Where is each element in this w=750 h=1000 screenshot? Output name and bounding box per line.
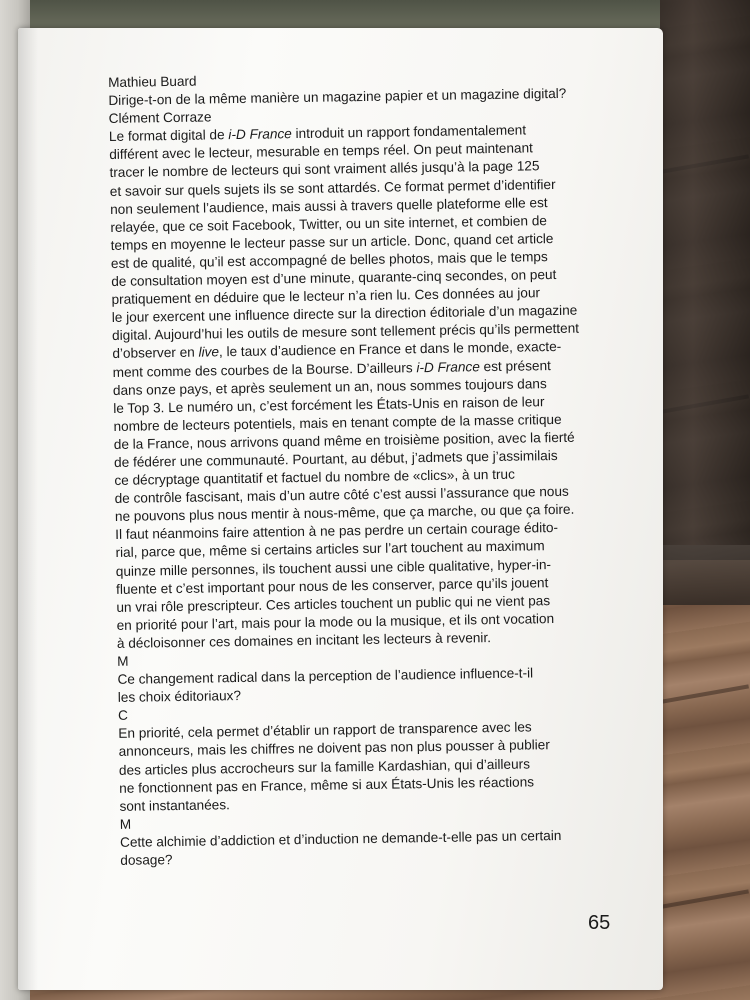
answer-line: de fédérer une communauté. Pourtant, au début, j’admets que j’assimilais: [113, 447, 558, 470]
question-line: les choix éditoriaux?: [117, 688, 242, 706]
answer-line: Il faut néanmoins faire attention à ne pas perdre un certain courage édito-: [115, 520, 559, 543]
answer-line: et savoir sur quels sujets ils se sont attardés. Ce format permet d’identifier: [109, 176, 556, 199]
answer-line: à décloisonner ces domaines en incitant les lecteurs à revenir.: [116, 629, 492, 651]
answer-line: digital. Aujourd’hui les outils de mesure sont tellement précis qu’ils permettent: [111, 320, 580, 344]
answer-line: fluente et c’est important pour nous de les conserver, parce qu’ils jouent: [115, 574, 549, 597]
answer-line: tracer le nombre de lecteurs qui sont vraiment allés jusqu’à la page 125: [109, 158, 540, 181]
answer-line: le jour exercent une influence directe sur la direction éditoriale d’un magazine: [111, 302, 578, 326]
answer-line: En priorité, cela permet d’établir un rapport de transparence avec les: [118, 719, 532, 742]
answer-line: ment comme des courbes de la Bourse. D’ailleurs i-D France est présent: [112, 357, 551, 380]
answer-line: nombre de lecteurs potentiels, mais en tenant compte de la masse critique: [113, 411, 562, 434]
answer-line: différent avec le lecteur, mesurable en temps réel. On peut maintenant: [109, 140, 534, 163]
question-line: Dirige-t-on de la même manière un magazine papier et un magazine digital?: [108, 85, 567, 109]
answer-line: temps en moyenne le lecteur passe sur un article. Donc, quand cet article: [110, 230, 554, 253]
page-number: 65: [588, 912, 611, 934]
answer-line: des articles plus accrocheurs sur la famille Kardashian, qui d’ailleurs: [118, 756, 531, 778]
answer-line: d’observer en live, le taux d’audience en France et dans le monde, exacte-: [112, 339, 562, 362]
speaker-name: M: [119, 816, 132, 832]
answer-line: un vrai rôle prescripteur. Ces articles touchent un public qui ne vient pas: [116, 592, 551, 615]
speaker-name: C: [117, 708, 129, 724]
speaker-name: Mathieu Buard: [108, 73, 197, 90]
answer-line: pratiquement en déduire que le lecteur n’a rien lu. Ces données au jour: [111, 285, 541, 308]
answer-line: ne fonctionnent pas en France, même si aux États-Unis les réactions: [119, 774, 535, 796]
question-line: dosage?: [120, 852, 173, 868]
answer-line: de contrôle fascisant, mais d’un autre côté c’est aussi l’assurance que nous: [114, 483, 569, 507]
answer-line: relayée, que ce soit Facebook, Twitter, ou un site internet, et combien de: [110, 212, 547, 235]
answer-line: de la France, nous arrivons quand même en troisième position, avec la fierté: [113, 429, 575, 452]
answer-line: annonceurs, mais les chiffres ne doivent pas non plus pousser à publier: [118, 737, 550, 760]
question-line: Ce changement radical dans la perception de l’audience influence-t-il: [117, 665, 534, 688]
answer-line: rial, parce que, même si certains articles sur l’art touchent au maximum: [115, 538, 545, 561]
answer-line: quinze mille personnes, ils touchent aussi une cible qualitative, hyper-in-: [115, 556, 552, 579]
speaker-name: M: [117, 653, 129, 669]
answer-line: ce décryptage quantitatif et factuel du nombre de «clics», à un truc: [114, 466, 515, 489]
answer-line: dans onze pays, et après seulement un an, nous sommes toujours dans: [112, 375, 547, 398]
answer-line: le Top 3. Le numéro un, c’est forcément les États-Unis en raison de leur: [113, 393, 545, 416]
question-line: Cette alchimie d’addiction et d’induction ne demande-t-elle pas un certain: [119, 827, 562, 850]
answer-line: Le format digital de i-D France introduit un rapport fondamentalement: [108, 122, 527, 145]
answer-line: sont instantanées.: [119, 796, 230, 814]
answer-line: est de qualité, qu’il est accompagné de belles photos, mais que le temps: [110, 249, 548, 271]
wall-strip: [0, 0, 660, 30]
answer-line: non seulement l’audience, mais aussi à travers quelle plateforme elle est: [110, 194, 548, 217]
page-gutter-shadow: [18, 28, 38, 990]
answer-line: de consultation moyen est d’une minute, quarante-cinq secondes, on peut: [111, 267, 557, 290]
speaker-name: Clément Corraze: [108, 109, 212, 127]
interview-text: [108, 66, 640, 870]
answer-line: en priorité pour l’art, mais pour la mode ou la musique, et ils ont vocation: [116, 610, 555, 633]
glass-object: [655, 0, 750, 560]
answer-line: ne pouvons plus nous mentir à nous-même, que ça marche, ou que ça foire.: [114, 501, 575, 525]
